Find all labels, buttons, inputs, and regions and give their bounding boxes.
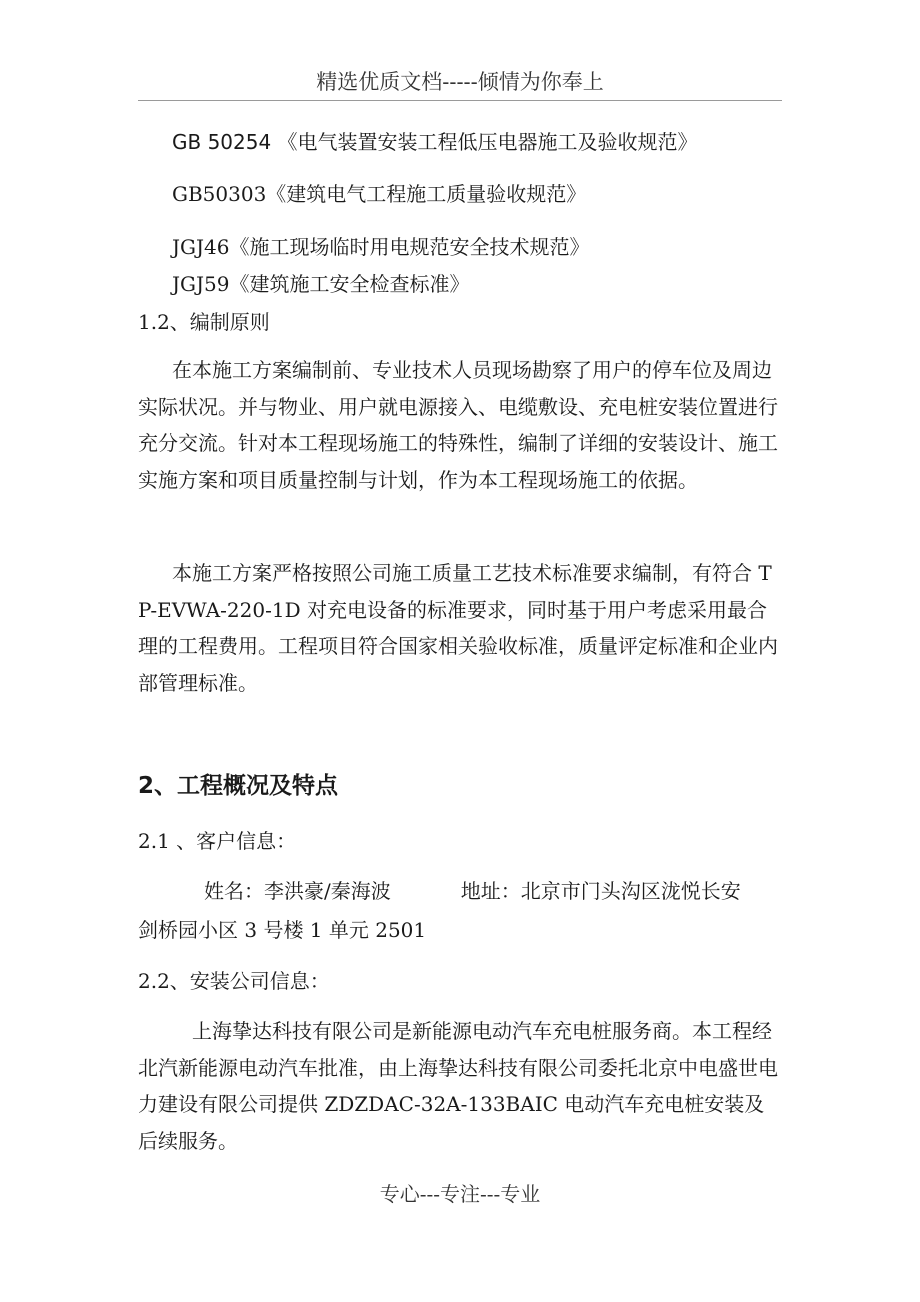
reference-gb50254: GB 50254 《电气装置安装工程低压电器施工及验收规范》 (172, 130, 698, 154)
header-divider (138, 100, 782, 101)
page-header: 精选优质文档-----倾情为你奉上 (316, 70, 604, 94)
customer-name-address: 姓名：李洪豪/秦海波 地址：北京市门头沟区泷悦长安 (204, 879, 741, 903)
reference-gb50303: GB50303《建筑电气工程施工质量验收规范》 (172, 182, 587, 206)
section-2-2-paragraph: 上海挚达科技有限公司是新能源电动汽车充电桩服务商。本工程经北汽新能源电动汽车批准，由上海挚达科技有限公司委托北京中电盛世电力建设有限公司提供 ZDZDAC-32A-133BAIC 电动汽车充电桩安装及后续服务。 (138, 1019, 778, 1153)
section-2-2-heading: 2.2、安装公司信息： (138, 969, 330, 993)
reference-jgj59: JGJ59《建筑施工安全检查标准》 (172, 272, 470, 296)
section-1-2-heading: 1.2、编制原则 (138, 310, 270, 334)
section-2-1-heading: 2.1 、客户信息： (138, 829, 297, 853)
page-footer: 专心---专注---专业 (379, 1182, 541, 1206)
section-1-2-paragraph-2: 本施工方案严格按照公司施工质量工艺技术标准要求编制，有符合 TP-EVWA-220-1D 对充电设备的标准要求，同时基于用户考虑采用最合理的工程费用。工程项目符合国家相关验收标准，质量评定标准和企业内部管理标准。 (138, 561, 778, 695)
section-1-2-paragraph-1: 在本施工方案编制前、专业技术人员现场勘察了用户的停车位及周边实际状况。并与物业、用户就电源接入、电缆敷设、充电桩安装位置进行充分交流。针对本工程现场施工的特殊性，编制了详细的安装设计、施工实施方案和项目质量控制与计划，作为本工程现场施工的依据。 (138, 358, 778, 492)
section-2-heading: 2、工程概况及特点 (138, 773, 339, 799)
reference-jgj46: JGJ46《施工现场临时用电规范安全技术规范》 (172, 235, 590, 259)
customer-address-continued: 剑桥园小区 3 号楼 1 单元 2501 (138, 918, 427, 942)
